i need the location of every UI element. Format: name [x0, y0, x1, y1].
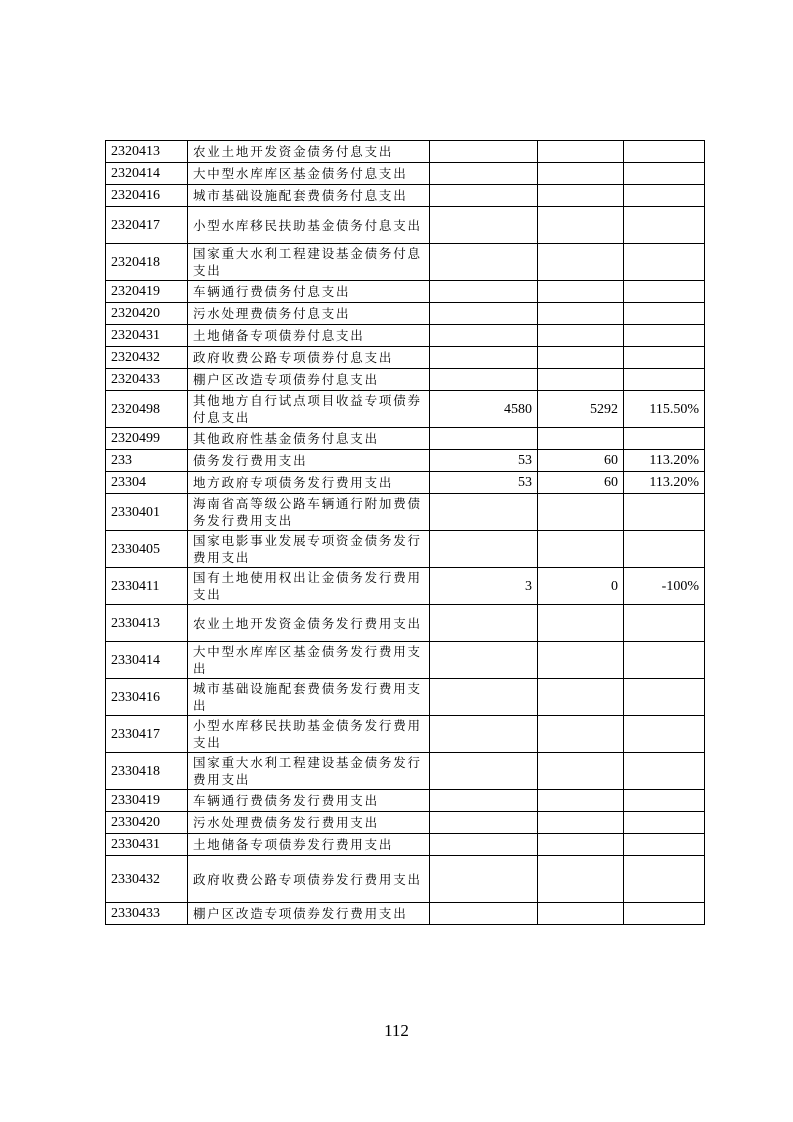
row-name: 海南省高等级公路车辆通行附加费债务发行费用支出 [188, 494, 430, 531]
row-name: 国家电影事业发展专项资金债务发行费用支出 [188, 531, 430, 568]
row-value-2 [538, 163, 624, 185]
row-value-2: 5292 [538, 391, 624, 428]
row-value-1 [430, 369, 538, 391]
row-name: 农业土地开发资金债务付息支出 [188, 141, 430, 163]
row-value-1 [430, 185, 538, 207]
row-value-2 [538, 303, 624, 325]
table-row [106, 679, 705, 716]
table-row [106, 790, 705, 812]
row-percent [624, 642, 705, 679]
row-name: 城市基础设施配套费债务付息支出 [188, 185, 430, 207]
row-percent [624, 325, 705, 347]
row-name: 城市基础设施配套费债务发行费用支出 [188, 679, 430, 716]
row-value-1 [430, 679, 538, 716]
row-code: 2320419 [106, 281, 188, 303]
row-value-1 [430, 605, 538, 642]
row-name: 农业土地开发资金债务发行费用支出 [188, 605, 430, 642]
row-percent [624, 812, 705, 834]
row-value-2 [538, 812, 624, 834]
table-row [106, 281, 705, 303]
row-value-1 [430, 325, 538, 347]
row-value-2 [538, 494, 624, 531]
row-name: 其他地方自行试点项目收益专项债券付息支出 [188, 391, 430, 428]
row-name: 污水处理费债务发行费用支出 [188, 812, 430, 834]
row-percent [624, 753, 705, 790]
row-value-2 [538, 531, 624, 568]
table-row [106, 642, 705, 679]
row-code: 2320498 [106, 391, 188, 428]
row-code: 23304 [106, 472, 188, 494]
table-row [106, 605, 705, 642]
row-percent [624, 303, 705, 325]
row-name: 小型水库移民扶助基金债务发行费用支出 [188, 716, 430, 753]
row-value-1 [430, 163, 538, 185]
table-row [106, 450, 705, 472]
row-code: 233 [106, 450, 188, 472]
row-percent [624, 185, 705, 207]
row-value-1 [430, 531, 538, 568]
row-value-2 [538, 185, 624, 207]
row-percent [624, 141, 705, 163]
row-value-1 [430, 856, 538, 903]
row-code: 2330417 [106, 716, 188, 753]
table-row [106, 185, 705, 207]
row-value-2 [538, 642, 624, 679]
row-code: 2320432 [106, 347, 188, 369]
row-code: 2330420 [106, 812, 188, 834]
row-code: 2320416 [106, 185, 188, 207]
row-name: 车辆通行费债务付息支出 [188, 281, 430, 303]
row-value-2 [538, 834, 624, 856]
row-percent [624, 716, 705, 753]
table-row [106, 428, 705, 450]
table-row [106, 163, 705, 185]
row-percent [624, 834, 705, 856]
table-row [106, 568, 705, 605]
row-percent: 113.20% [624, 472, 705, 494]
row-code: 2320414 [106, 163, 188, 185]
row-percent [624, 347, 705, 369]
table-row [106, 244, 705, 281]
row-percent [624, 244, 705, 281]
row-name: 政府收费公路专项债券发行费用支出 [188, 856, 430, 903]
row-name: 大中型水库库区基金债务发行费用支出 [188, 642, 430, 679]
row-name: 政府收费公路专项债券付息支出 [188, 347, 430, 369]
table-row [106, 903, 705, 925]
row-code: 2330414 [106, 642, 188, 679]
row-value-2 [538, 207, 624, 244]
row-name: 国家重大水利工程建设基金债务发行费用支出 [188, 753, 430, 790]
row-percent [624, 494, 705, 531]
row-value-1: 4580 [430, 391, 538, 428]
row-code: 2330431 [106, 834, 188, 856]
table-row [106, 716, 705, 753]
row-value-1 [430, 428, 538, 450]
row-value-2: 60 [538, 472, 624, 494]
row-code: 2320431 [106, 325, 188, 347]
row-name: 大中型水库库区基金债务付息支出 [188, 163, 430, 185]
row-name: 地方政府专项债务发行费用支出 [188, 472, 430, 494]
row-value-2 [538, 790, 624, 812]
table-row [106, 391, 705, 428]
row-code: 2320417 [106, 207, 188, 244]
row-value-1: 53 [430, 472, 538, 494]
row-value-1 [430, 244, 538, 281]
row-value-1 [430, 790, 538, 812]
budget-table [105, 140, 705, 925]
table-row [106, 207, 705, 244]
row-percent: 113.20% [624, 450, 705, 472]
row-code: 2330411 [106, 568, 188, 605]
row-value-1 [430, 347, 538, 369]
row-percent: -100% [624, 568, 705, 605]
row-name: 车辆通行费债务发行费用支出 [188, 790, 430, 812]
row-name: 国有土地使用权出让金债务发行费用支出 [188, 568, 430, 605]
row-value-1: 3 [430, 568, 538, 605]
row-percent [624, 790, 705, 812]
row-value-2 [538, 281, 624, 303]
row-value-1 [430, 834, 538, 856]
table-row [106, 834, 705, 856]
row-code: 2330418 [106, 753, 188, 790]
page-number: 112 [384, 1021, 409, 1040]
row-value-1 [430, 903, 538, 925]
table-row [106, 325, 705, 347]
row-value-1 [430, 494, 538, 531]
row-code: 2320420 [106, 303, 188, 325]
row-name: 债务发行费用支出 [188, 450, 430, 472]
row-value-2 [538, 428, 624, 450]
row-percent [624, 281, 705, 303]
row-percent [624, 369, 705, 391]
row-value-2 [538, 679, 624, 716]
table-row [106, 856, 705, 903]
row-value-2 [538, 325, 624, 347]
row-value-2 [538, 605, 624, 642]
row-percent: 115.50% [624, 391, 705, 428]
row-value-1 [430, 812, 538, 834]
row-value-2 [538, 369, 624, 391]
table-row [106, 812, 705, 834]
row-code: 2330413 [106, 605, 188, 642]
row-value-2: 60 [538, 450, 624, 472]
table-row [106, 369, 705, 391]
row-name: 国家重大水利工程建设基金债务付息支出 [188, 244, 430, 281]
row-value-1 [430, 642, 538, 679]
row-percent [624, 428, 705, 450]
table-row [106, 753, 705, 790]
table-row [106, 472, 705, 494]
table-row [106, 303, 705, 325]
row-percent [624, 903, 705, 925]
row-value-1 [430, 207, 538, 244]
row-value-1 [430, 281, 538, 303]
row-value-2 [538, 141, 624, 163]
row-value-1 [430, 753, 538, 790]
row-value-2: 0 [538, 568, 624, 605]
row-value-1 [430, 716, 538, 753]
table-row [106, 494, 705, 531]
row-percent [624, 531, 705, 568]
row-code: 2330416 [106, 679, 188, 716]
row-code: 2330433 [106, 903, 188, 925]
row-percent [624, 679, 705, 716]
table-row [106, 347, 705, 369]
table-row [106, 531, 705, 568]
row-name: 其他政府性基金债务付息支出 [188, 428, 430, 450]
row-code: 2330432 [106, 856, 188, 903]
row-value-2 [538, 244, 624, 281]
row-value-2 [538, 753, 624, 790]
table-body [106, 141, 705, 925]
row-name: 棚户区改造专项债券付息支出 [188, 369, 430, 391]
row-value-1: 53 [430, 450, 538, 472]
row-percent [624, 856, 705, 903]
row-code: 2320413 [106, 141, 188, 163]
row-percent [624, 163, 705, 185]
row-name: 污水处理费债务付息支出 [188, 303, 430, 325]
row-name: 棚户区改造专项债券发行费用支出 [188, 903, 430, 925]
row-percent [624, 605, 705, 642]
row-code: 2320499 [106, 428, 188, 450]
row-value-2 [538, 716, 624, 753]
row-code: 2330405 [106, 531, 188, 568]
row-value-2 [538, 903, 624, 925]
row-name: 小型水库移民扶助基金债务付息支出 [188, 207, 430, 244]
table-row [106, 141, 705, 163]
row-value-1 [430, 141, 538, 163]
row-name: 土地储备专项债券付息支出 [188, 325, 430, 347]
row-name: 土地储备专项债券发行费用支出 [188, 834, 430, 856]
row-value-1 [430, 303, 538, 325]
row-value-2 [538, 347, 624, 369]
row-code: 2320433 [106, 369, 188, 391]
row-value-2 [538, 856, 624, 903]
row-code: 2330419 [106, 790, 188, 812]
row-code: 2320418 [106, 244, 188, 281]
row-percent [624, 207, 705, 244]
row-code: 2330401 [106, 494, 188, 531]
